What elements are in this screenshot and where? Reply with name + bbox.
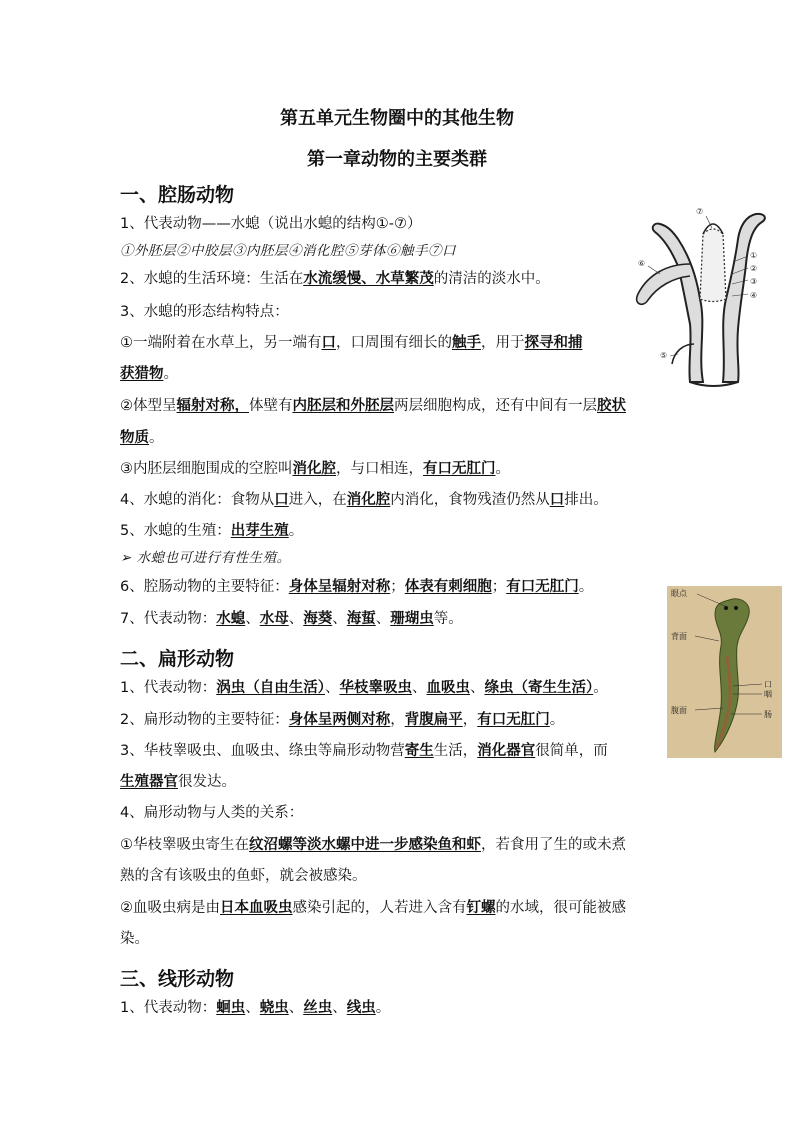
text-line: ①华枝睾吸虫寄生在纹沼螺等淡水螺中进一步感染鱼和虾，若食用了生的或未煮 — [120, 837, 626, 853]
text-line: 染。 — [120, 931, 149, 947]
chapter-title: 第一章动物的主要类群 — [307, 149, 487, 170]
figure-label: ② — [750, 264, 758, 273]
text-line: 获猎物。 — [120, 366, 178, 382]
hydra-diagram — [628, 204, 778, 388]
text-line: 物质。 — [120, 430, 164, 446]
section-heading-roundworms: 三、线形动物 — [120, 968, 235, 990]
text-line: 4、水螅的消化：食物从口进入，在消化腔内消化，食物残渣仍然从口排出。 — [120, 492, 608, 508]
text-line: 2、水螅的生活环境：生活在水流缓慢、水草繁茂的清洁的淡水中。 — [120, 271, 550, 287]
figure-label: 腹面 — [671, 706, 687, 715]
eye-spot — [734, 606, 738, 610]
figure-label: 眼点 — [671, 589, 687, 598]
figure-label: 背面 — [671, 632, 687, 641]
figure-label: 肠 — [764, 710, 772, 719]
text-line: 3、华枝睾吸虫、血吸虫、绦虫等扁形动物营寄生生活，消化器官很简单，而 — [120, 743, 608, 759]
section-heading-cnidaria: 一、腔肠动物 — [120, 184, 235, 206]
text-line: 生殖器官很发达。 — [120, 774, 236, 790]
text-line: ②体型呈辐射对称，体壁有内胚层和外胚层两层细胞构成，还有中间有一层胶状 — [120, 398, 626, 414]
handwritten-note: ➢ 水螅也可进行有性生殖。 — [120, 550, 291, 566]
handwritten-structure-list: ①外胚层②中胶层③内胚层④消化腔⑤芽体⑥触手⑦口 — [120, 243, 456, 259]
planarian-photo — [667, 586, 782, 758]
figure-label: ⑤ — [660, 351, 668, 360]
text-line: 1、代表动物——水螅（说出水螅的结构①-⑦） — [120, 216, 422, 232]
unit-title: 第五单元生物圈中的其他生物 — [280, 108, 514, 129]
text-line: 熟的含有该吸虫的鱼虾，就会被感染。 — [120, 868, 367, 884]
figure-label: ③ — [750, 277, 758, 286]
text-line: ②血吸虫病是由日本血吸虫感染引起的，人若进入含有钉螺的水域，很可能被感 — [120, 900, 626, 916]
figure-label: 咽 — [764, 690, 772, 699]
text-line: 4、扁形动物与人类的关系： — [120, 805, 304, 821]
text-line: 1、代表动物：涡虫（自由生活）、华枝睾吸虫、血吸虫、绦虫（寄生生活）。 — [120, 680, 608, 696]
hydra-cavity — [700, 229, 726, 302]
figure-label: ⑦ — [696, 207, 704, 216]
text-line: ①一端附着在水草上，另一端有口，口周围有细长的触手，用于探寻和捕 — [120, 335, 583, 351]
text-line: 6、腔肠动物的主要特征：身体呈辐射对称；体表有刺细胞；有口无肛门。 — [120, 579, 594, 595]
text-line: 2、扁形动物的主要特征：身体呈两侧对称，背腹扁平，有口无肛门。 — [120, 712, 565, 728]
figure-label: ① — [750, 251, 758, 260]
section-heading-flatworms: 二、扁形动物 — [120, 648, 235, 670]
text-line: 3、水螅的形态结构特点： — [120, 304, 289, 320]
eye-spot — [724, 606, 728, 610]
text-line: 1、代表动物：蛔虫、蛲虫、丝虫、线虫。 — [120, 1000, 391, 1016]
text-line: ③内胚层细胞围成的空腔叫消化腔，与口相连，有口无肛门。 — [120, 461, 510, 477]
text-line: 7、代表动物：水螅、水母、海葵、海蜇、珊瑚虫等。 — [120, 611, 463, 627]
hydra-body-right — [723, 214, 765, 382]
figure-label: ④ — [750, 291, 758, 300]
figure-label: 口 — [764, 680, 772, 689]
figure-label: ⑥ — [638, 259, 646, 268]
text-line: 5、水螅的生殖：出芽生殖。 — [120, 523, 304, 539]
